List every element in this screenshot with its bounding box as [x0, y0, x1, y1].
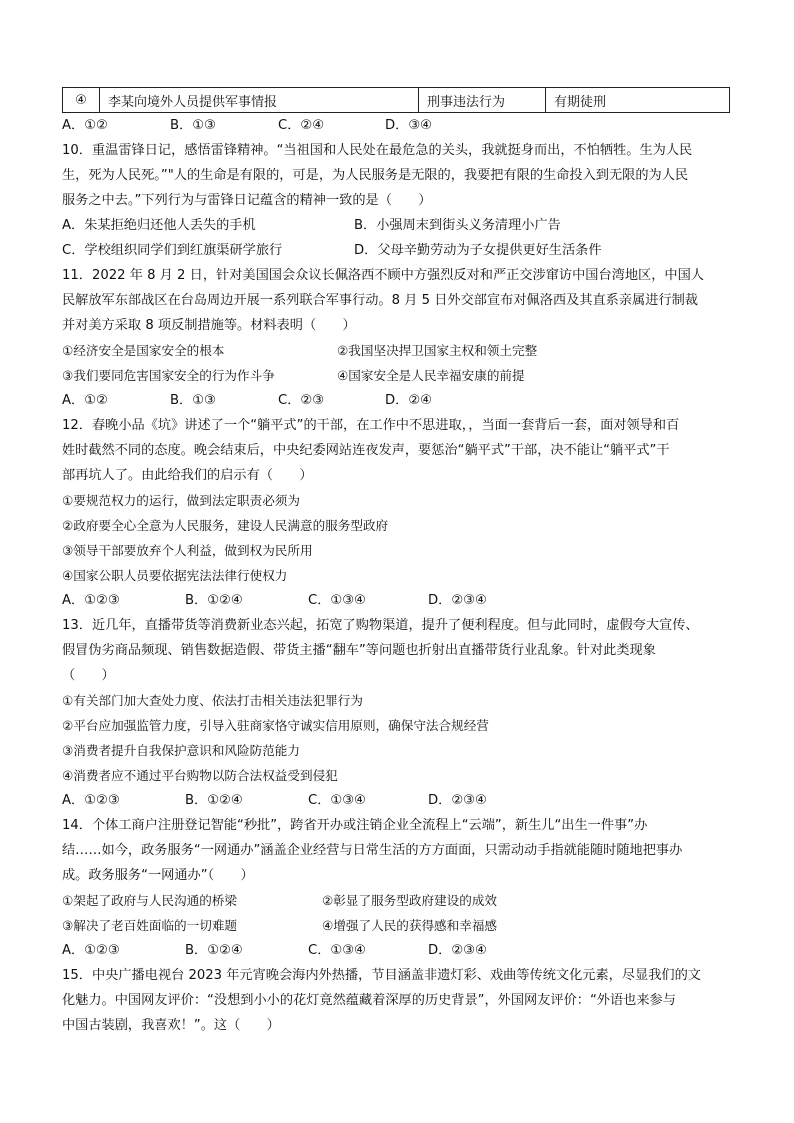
q9-option-b: B．①③: [170, 118, 216, 133]
q11-item-2: ②我国坚决捍卫国家主权和领土完整: [337, 343, 538, 358]
q9-option-a: A．①②: [62, 118, 108, 133]
q13-stem-line-2: 假冒伪劣商品频现、销售数据造假、带货主播“翻车”等问题也折射出直播带货行业乱象。针对此类现象: [62, 643, 656, 658]
q14-item-3: ③解决了老百姓面临的一切难题: [62, 918, 238, 933]
q12-option-c: C．①③④: [308, 593, 366, 608]
q11-item-4: ④国家安全是人民幸福安康的前提: [337, 368, 525, 383]
q11-stem-line-2: 民解放军东部战区在台岛周边开展一系列联合军事行动。8 月 5 日外交部宣布对佩洛西及其直系亲属进行制裁: [62, 293, 698, 308]
table-cell-penalty: 有期徒刑: [546, 88, 730, 113]
q10-option-b: B．小强周末到街头义务清理小广告: [354, 218, 561, 233]
table-cell-number: ④: [63, 88, 100, 113]
q13-item-3: ③消费者提升自我保护意识和风险防范能力: [62, 743, 300, 758]
q11-stem-line-1: 11．2022 年 8 月 2 日，针对美国国会众议长佩洛西不顾中方强烈反对和严正交涉窜访中国台湾地区，中国人: [62, 268, 704, 283]
q11-option-a: A．①②: [62, 393, 108, 408]
q10-stem-line-2: 生，死为人民死。”"人的生命是有限的，可是，为人民服务是无限的，我要把有限的生命投入到无限的为人民: [62, 168, 689, 183]
q10-option-c: C．学校组织同学们到红旗渠研学旅行: [62, 243, 283, 258]
q15-stem-line-3: 中国古装剧，我喜欢！”。这（ ）: [62, 1018, 280, 1033]
q10-option-d: D．父母辛勤劳动为子女提供更好生活条件: [354, 243, 602, 258]
q14-stem-line-1: 14．个体工商户注册登记智能“秒批”，跨省开办或注销企业全流程上“云端”，新生儿“出生一件事”办: [62, 818, 648, 833]
q12-item-2: ②政府要全心全意为人民服务，建设人民满意的服务型政府: [62, 518, 389, 533]
q13-item-1: ①有关部门加大查处力度、依法打击相关违法犯罪行为: [62, 693, 363, 708]
q14-option-d: D．②③④: [428, 943, 487, 958]
q14-option-b: B．①②④: [185, 943, 243, 958]
q9-option-d: D．③④: [385, 118, 432, 133]
q12-option-a: A．①②③: [62, 593, 120, 608]
q11-stem-line-3: 并对美方采取 8 项反制措施等。材料表明（ ）: [62, 318, 356, 333]
q12-item-4: ④国家公职人员要依据宪法法律行使权力: [62, 568, 288, 583]
q14-item-2: ②彰显了服务型政府建设的成效: [322, 893, 498, 908]
q10-stem-line-1: 10．重温雷锋日记，感悟雷锋精神。“当祖国和人民处在最危急的关头，我就挺身而出，不怕牺牲。生为人民: [62, 143, 693, 158]
q15-stem-line-1: 15．中央广播电视台 2023 年元宵晚会海内外热播，节目涵盖非遗灯彩、戏曲等传统文化元素，尽显我们的文: [62, 968, 701, 983]
q12-stem-line-2: 姓时截然不同的态度。晚会结束后，中央纪委网站连夜发声，要惩治“躺平式”干部，决不能让“躺平式”干: [62, 443, 670, 458]
q13-stem-line-3: （ ）: [62, 668, 115, 683]
q12-stem-line-3: 部再坑人了。由此给我们的启示有（ ）: [62, 468, 313, 483]
q11-option-d: D．②④: [385, 393, 432, 408]
table-cell-content: 李某向境外人员提供军事情报: [100, 88, 419, 113]
q14-option-a: A．①②③: [62, 943, 120, 958]
q12-item-1: ①要规范权力的运行，做到法定职责必须为: [62, 493, 300, 508]
law-violation-table: [62, 87, 730, 113]
q11-item-1: ①经济安全是国家安全的根本: [62, 343, 225, 358]
q12-option-d: D．②③④: [428, 593, 487, 608]
q14-stem-line-2: 结……如今，政务服务“一网通办”涵盖企业经营与日常生活的方方面面，只需动动手指就能随时随地把事办: [62, 843, 683, 858]
q10-stem-line-3: 服务之中去。”下列行为与雷锋日记蕴含的精神一致的是（ ）: [62, 193, 432, 208]
q11-item-3: ③我们要同危害国家安全的行为作斗争: [62, 368, 275, 383]
q14-option-c: C．①③④: [308, 943, 366, 958]
q12-option-b: B．①②④: [185, 593, 243, 608]
q13-item-2: ②平台应加强监管力度，引导入驻商家恪守诚实信用原则，确保守法合规经营: [62, 718, 489, 733]
q11-option-b: B．①③: [170, 393, 216, 408]
q12-item-3: ③领导干部要放弃个人利益，做到权为民所用: [62, 543, 313, 558]
q13-option-b: B．①②④: [185, 793, 243, 808]
q13-option-c: C．①③④: [308, 793, 366, 808]
q9-option-c: C．②④: [278, 118, 325, 133]
table-row: [63, 88, 730, 113]
q13-stem-line-1: 13．近几年，直播带货等消费新业态兴起，拓宽了购物渠道，提升了便利程度。但与此同时，虚假夸大宣传、: [62, 618, 699, 633]
q15-stem-line-2: 化魅力。中国网友评价：“没想到小小的花灯竟然蕴藏着深厚的历史背景”，外国网友评价：“外语也来参与: [62, 993, 676, 1008]
q13-item-4: ④消费者应不通过平台购物以防合法权益受到侵犯: [62, 768, 338, 783]
q10-option-a: A．朱某拒绝归还他人丢失的手机: [62, 218, 256, 233]
q13-option-a: A．①②③: [62, 793, 120, 808]
q12-stem-line-1: 12．春晚小品《坑》讲述了一个“躺平式”的干部，在工作中不思进取，，当面一套背后一套，面对领导和百: [62, 418, 680, 433]
q14-item-1: ①架起了政府与人民沟通的桥梁: [62, 893, 238, 908]
q14-stem-line-3: 成。政务服务“一网通办”（ ）: [62, 868, 254, 883]
q13-option-d: D．②③④: [428, 793, 487, 808]
table-cell-type: 刑事违法行为: [419, 88, 546, 113]
q14-item-4: ④增强了人民的获得感和幸福感: [322, 918, 498, 933]
q11-option-c: C．②③: [278, 393, 325, 408]
